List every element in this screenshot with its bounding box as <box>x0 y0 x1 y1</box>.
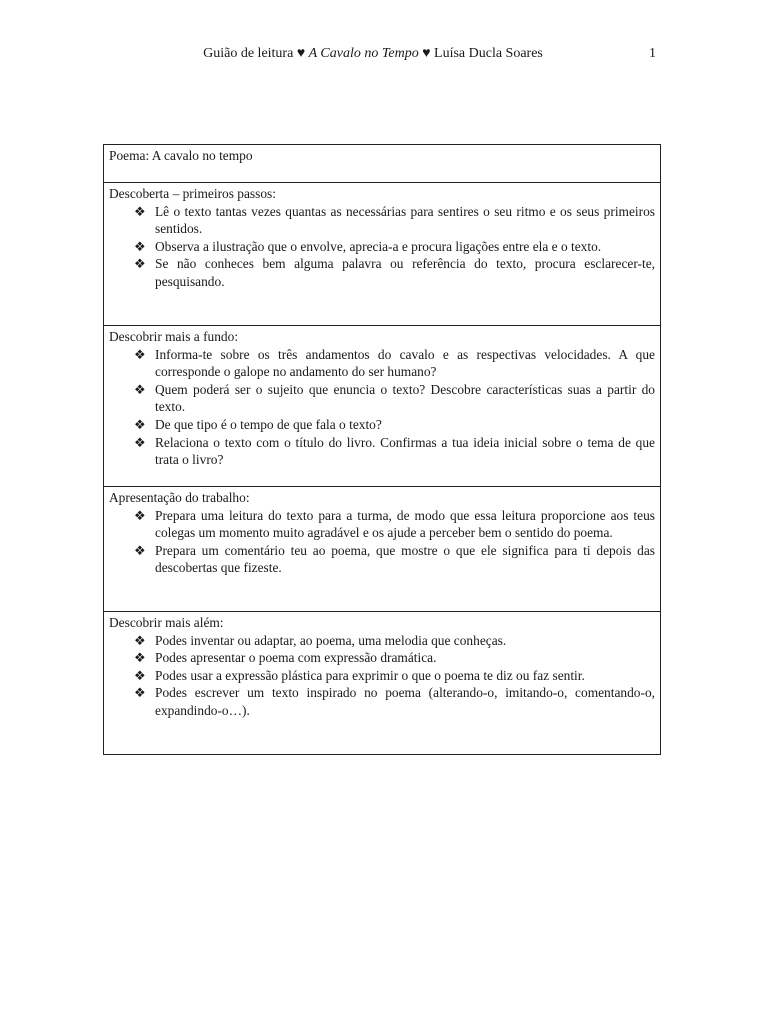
list-item <box>134 203 655 238</box>
diamond-bullet-icon: ❖ <box>134 685 146 701</box>
diamond-bullet-icon: ❖ <box>134 256 146 272</box>
bullet-list <box>109 632 655 720</box>
page-number: 1 <box>649 46 656 61</box>
diamond-bullet-icon: ❖ <box>134 632 146 648</box>
list-item <box>134 255 655 290</box>
page-header <box>0 46 768 64</box>
diamond-bullet-icon: ❖ <box>134 667 146 683</box>
list-item <box>134 381 655 416</box>
diamond-bullet-icon: ❖ <box>134 203 146 219</box>
list-item <box>134 507 655 542</box>
list-item-text: Observa a ilustração que o envolve, aprecia-a e procura ligações entre ela e o texto. <box>155 238 602 254</box>
list-item-text: Podes usar a expressão plástica para exprimir o que o poema te diz ou faz sentir. <box>155 667 585 683</box>
list-item <box>134 416 655 434</box>
list-item <box>134 238 655 256</box>
list-item-text: Prepara uma leitura do texto para a turma, de modo que essa leitura proporcione aos teus colegas um momento muito agradável e os ajude a perceber bem o sentido do poema. <box>155 507 655 541</box>
list-item <box>134 684 655 719</box>
list-item-text: Lê o texto tantas vezes quantas as necessárias para sentires o seu ritmo e os seus primeiros sentidos. <box>155 203 655 237</box>
header-book-title: A Cavalo no Tempo <box>308 46 419 61</box>
section-heading: Descoberta – primeiros passos: <box>109 186 276 201</box>
list-item-text: Informa-te sobre os três andamentos do cavalo e as respectivas velocidades. A que corresponde o galope no andamento do ser humano? <box>155 346 655 380</box>
list-item-text: Podes escrever um texto inspirado no poema (alterando-o, imitando-o, comentando-o, expandindo-o…). <box>155 685 655 718</box>
list-item-text: Relaciona o texto com o título do livro. Confirmas a tua ideia inicial sobre o tema de que trata o livro? <box>155 434 655 468</box>
section-cell <box>104 486 660 611</box>
section-heading: Poema: A cavalo no tempo <box>109 148 253 163</box>
section-cell <box>104 611 660 754</box>
diamond-bullet-icon: ❖ <box>134 416 146 432</box>
heart-icon: ♥ <box>296 46 306 61</box>
diamond-bullet-icon: ❖ <box>134 238 146 254</box>
list-item <box>134 542 655 577</box>
section-heading: Apresentação do trabalho: <box>109 490 250 505</box>
section-heading: Descobrir mais a fundo: <box>109 329 239 344</box>
diamond-bullet-icon: ❖ <box>134 650 146 666</box>
list-item-text: Quem poderá ser o sujeito que enuncia o texto? Descobre características suas a partir do texto. <box>155 381 655 415</box>
header-title-line <box>0 46 746 62</box>
list-item-text: Prepara um comentário teu ao poema, que mostre o que ele significa para ti depois das descobertas que fizeste. <box>155 542 655 576</box>
section-cell <box>104 325 660 486</box>
reading-guide-table <box>103 144 661 755</box>
header-author: Luísa Ducla Soares <box>434 46 543 61</box>
bullet-list <box>109 346 655 469</box>
section-cell <box>104 145 660 182</box>
list-item <box>134 434 655 469</box>
list-item-text: De que tipo é o tempo de que fala o texto? <box>155 416 382 432</box>
list-item-text: Podes apresentar o poema com expressão dramática. <box>155 650 437 666</box>
diamond-bullet-icon: ❖ <box>134 346 146 362</box>
diamond-bullet-icon: ❖ <box>134 381 146 397</box>
bullet-list <box>109 507 655 577</box>
list-item-text: Podes inventar ou adaptar, ao poema, uma melodia que conheças. <box>155 632 507 648</box>
diamond-bullet-icon: ❖ <box>134 507 146 523</box>
header-guide-label: Guião de leitura <box>203 46 294 61</box>
list-item <box>134 649 655 667</box>
section-cell <box>104 182 660 325</box>
list-item <box>134 667 655 685</box>
list-item-text: Se não conheces bem alguma palavra ou referência do texto, procura esclarecer-te, pesquisando. <box>155 256 655 289</box>
list-item <box>134 632 655 650</box>
list-item <box>134 346 655 381</box>
section-heading: Descobrir mais além: <box>109 615 224 630</box>
bullet-list <box>109 203 655 291</box>
diamond-bullet-icon: ❖ <box>134 542 146 558</box>
diamond-bullet-icon: ❖ <box>134 434 146 450</box>
heart-icon: ♥ <box>422 46 431 61</box>
